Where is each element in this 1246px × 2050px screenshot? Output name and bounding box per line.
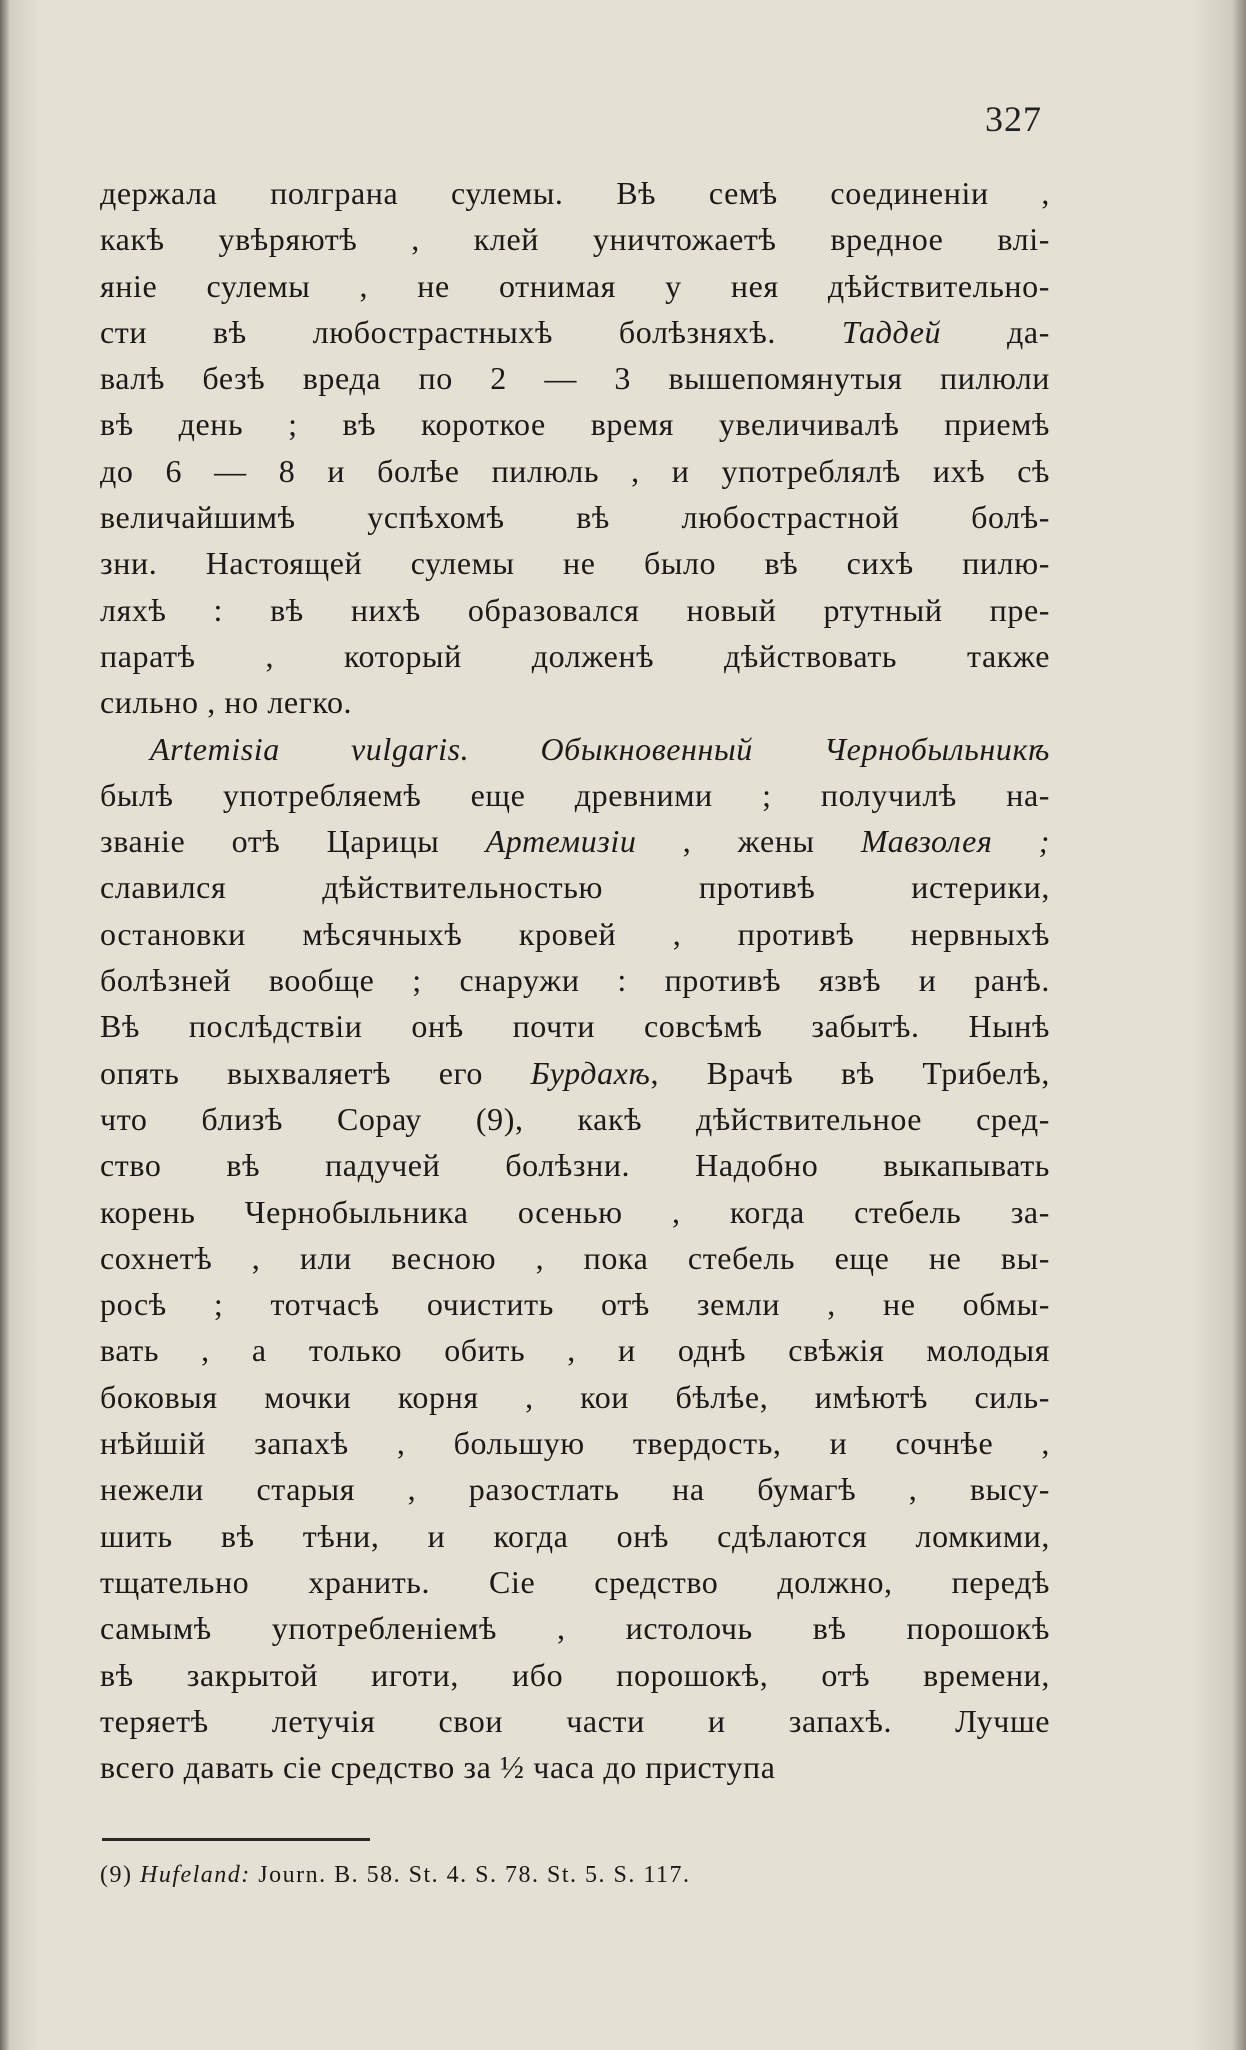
text-segment: , Врачѣ вѣ Трибелѣ, [650, 1054, 1050, 1091]
text-line [100, 494, 1050, 540]
text-segment: вать , а только обить , и однѣ свѣжія молодыя [100, 1332, 1050, 1369]
text-segment: нѣйшій запахѣ , большую твердость, и сочнѣе , [100, 1425, 1050, 1462]
text-line [100, 1652, 1050, 1698]
footnote-author: Hufeland: [139, 1862, 251, 1888]
page-left-edge-shadow [0, 0, 10, 2050]
text-segment: валѣ безѣ вреда по 2 — 3 вышепомянутыя пилюли [100, 360, 1050, 397]
text-segment: всего давать сіе средство за ½ часа до приступа [100, 1749, 776, 1786]
text-segment: , жены [636, 823, 861, 860]
text-segment: сильно , но легко. [100, 684, 353, 721]
text-line [100, 1235, 1050, 1281]
text-line [100, 633, 1050, 679]
text-segment: опять выхваляетѣ его [100, 1054, 531, 1091]
text-line [100, 263, 1050, 309]
text-line [100, 1096, 1050, 1142]
text-segment: вѣ день ; вѣ короткое время увеличивалѣ приемѣ [100, 406, 1050, 443]
text-line [100, 864, 1050, 910]
text-line [100, 1605, 1050, 1651]
text-segment: болѣзней вообще ; снаружи : противѣ язвѣ и ранѣ. [100, 962, 1050, 999]
text-line [100, 1698, 1050, 1744]
body-text [100, 170, 1050, 1790]
text-segment: держала полграна сулемы. Вѣ семѣ соединеніи , [100, 175, 1050, 211]
italic-text-segment: Artemisia vulgaris. [150, 730, 470, 767]
text-segment: нежели старыя , разостлать на бумагѣ , высу- [100, 1471, 1050, 1508]
text-segment: самымѣ употребленіемѣ , истолочь вѣ порошокѣ [100, 1610, 1050, 1647]
page-right-edge-shadow [1232, 0, 1246, 2050]
text-line [100, 1189, 1050, 1235]
italic-text-segment: Бурдахѣ [530, 1054, 651, 1091]
italic-text-segment: Мавзолея ; [860, 823, 1051, 860]
text-line [100, 772, 1050, 818]
text-line [100, 355, 1050, 401]
text-segment: что близѣ Сорау (9), какѣ дѣйствительное сред- [100, 1100, 1050, 1137]
text-segment: былѣ употребляемѣ еще древними ; получилѣ на- [100, 776, 1050, 813]
text-segment: боковыя мочки корня , кои бѣлѣе, имѣютѣ силь- [100, 1378, 1050, 1415]
italic-text-segment: Обыкновенный Чернобыльникѣ [540, 730, 1050, 767]
text-segment: да- [941, 313, 1050, 350]
text-segment: корень Чернобыльника осенью , когда стебель за- [100, 1193, 1050, 1230]
footnote [100, 1862, 690, 1889]
text-segment: вѣ закрытой иготи, ибо порошокѣ, отѣ времени, [100, 1656, 1050, 1693]
text-segment: славился дѣйствительностью противѣ истерики, [100, 869, 1050, 906]
text-segment: шить вѣ тѣни, и когда онѣ сдѣлаются ломкими, [100, 1517, 1050, 1554]
text-line [100, 540, 1050, 586]
text-segment [469, 731, 540, 767]
text-line [100, 1050, 1050, 1096]
text-segment: какѣ увѣряютѣ , клей уничтожаетѣ вредное влі- [100, 221, 1050, 258]
text-line [100, 1142, 1050, 1188]
text-segment: до 6 — 8 и болѣе пилюль , и употреблялѣ ихѣ сѣ [100, 452, 1050, 489]
text-segment: теряетѣ летучія свои части и запахѣ. Лучше [100, 1702, 1050, 1739]
text-line [100, 1744, 1050, 1790]
text-segment: росѣ ; тотчасѣ очистить отѣ земли , не обмы- [100, 1286, 1050, 1323]
text-segment: тщательно хранить. Сіе средство должно, передѣ [100, 1563, 1050, 1600]
text-line [100, 1420, 1050, 1466]
text-segment: Вѣ послѣдствіи онѣ почти совсѣмѣ забытѣ. Нынѣ [100, 1008, 1050, 1045]
text-line [100, 587, 1050, 633]
text-line [100, 679, 1050, 725]
text-line [100, 1003, 1050, 1049]
text-segment: сти вѣ любострастныхѣ болѣзняхѣ. [100, 313, 842, 350]
text-line [100, 1513, 1050, 1559]
italic-text-segment: Артемизіи [485, 823, 637, 860]
text-line [100, 170, 1050, 216]
text-line [100, 818, 1050, 864]
footnote-marker: (9) [100, 1862, 133, 1888]
text-line [100, 1374, 1050, 1420]
text-line [100, 1559, 1050, 1605]
text-segment: зни. Настоящей сулемы не было вѣ сихѣ пилю- [100, 545, 1050, 582]
text-segment: паратѣ , который долженѣ дѣйствовать также [100, 637, 1050, 674]
footnote-citation: Journ. B. 58. St. 4. S. 78. St. 5. S. 117. [258, 1862, 691, 1888]
text-line [100, 216, 1050, 262]
text-line [100, 1466, 1050, 1512]
text-line [100, 448, 1050, 494]
text-segment: величайшимѣ успѣхомѣ вѣ любострастной болѣ- [100, 499, 1050, 536]
text-line [100, 401, 1050, 447]
text-segment: сохнетѣ , или весною , пока стебель еще не вы- [100, 1239, 1050, 1276]
text-segment: яніе сулемы , не отнимая у нея дѣйствительно- [100, 267, 1050, 304]
text-line [100, 309, 1050, 355]
text-segment: остановки мѣсячныхѣ кровей , противѣ нервныхѣ [100, 915, 1050, 952]
text-line [100, 726, 1050, 772]
italic-text-segment: Таддей [841, 313, 942, 350]
text-line [100, 911, 1050, 957]
text-line [100, 957, 1050, 1003]
text-segment: званіе отѣ Царицы [100, 823, 486, 860]
page-number: 327 [985, 99, 1042, 139]
footnote-rule [102, 1838, 370, 1841]
text-line [100, 1281, 1050, 1327]
text-segment: ляхѣ : вѣ нихѣ образовался новый ртутный пре- [100, 591, 1050, 628]
text-line [100, 1327, 1050, 1373]
text-segment: ство вѣ падучей болѣзни. Надобно выкапывать [100, 1147, 1050, 1184]
